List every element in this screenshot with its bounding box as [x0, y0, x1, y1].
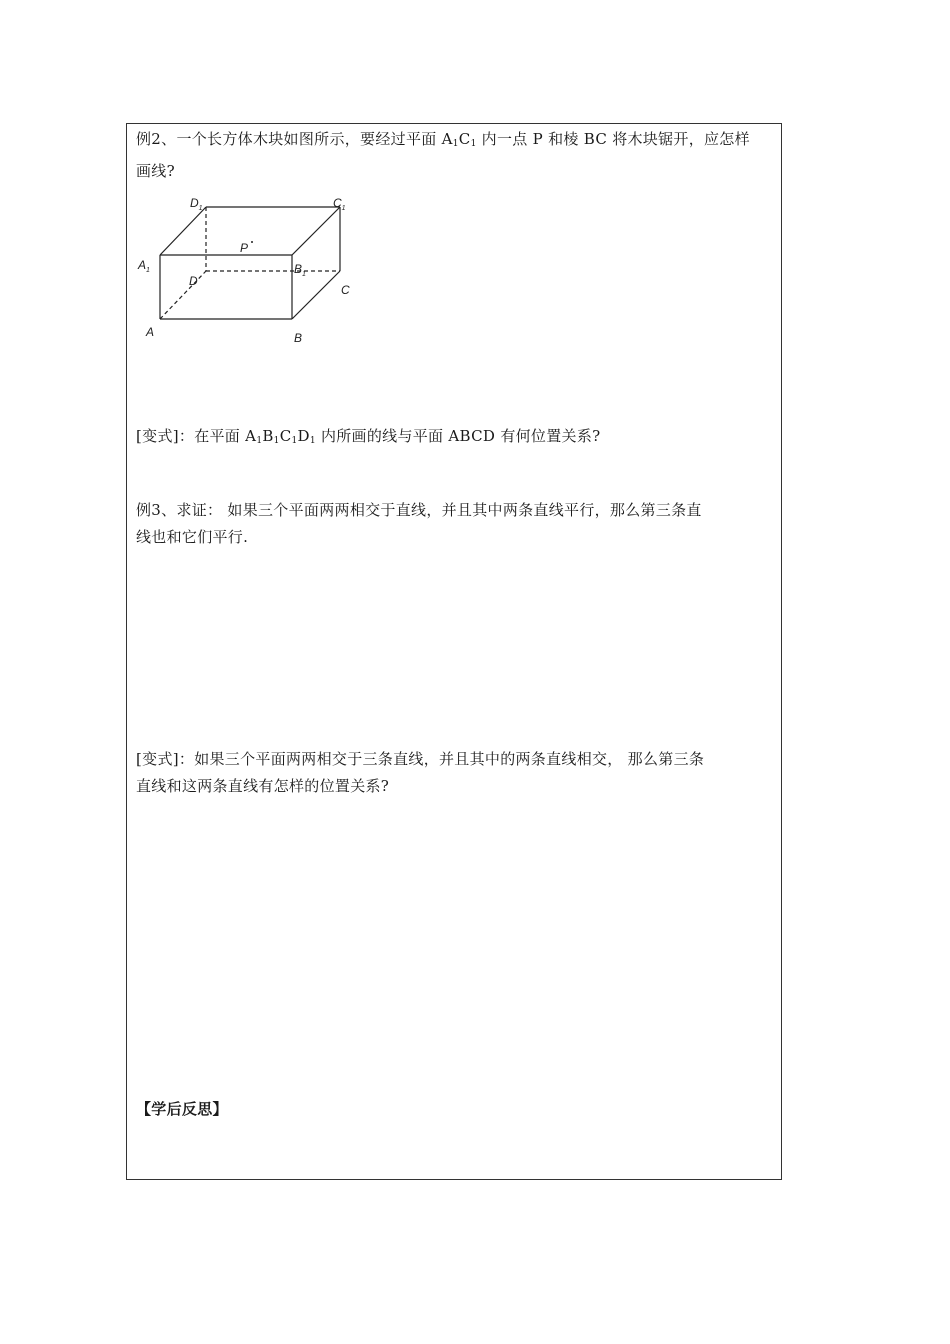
label-d: D — [189, 274, 198, 288]
label-a1: $A_1$ — [138, 258, 150, 274]
sub-a1: 1 — [452, 139, 459, 149]
label-c: C — [341, 283, 350, 297]
label-c1: $C_1$ — [333, 196, 346, 212]
example3-text — [136, 497, 776, 551]
label-p: P — [240, 241, 249, 255]
example2-text — [136, 126, 776, 185]
example2-line1-end: 内一点 P 和棱 BC 将木块锯开，应怎样 — [476, 130, 750, 148]
sub-c1: 1 — [470, 139, 477, 149]
label-b: B — [294, 331, 303, 345]
example3-line2: 线也和它们平行. — [136, 528, 249, 546]
example2-line2: 画线? — [136, 162, 175, 180]
cuboid-figure — [130, 185, 370, 355]
example2-line1-c: C — [458, 130, 471, 148]
edge-a-d-hidden — [160, 271, 206, 319]
label-b1: $B_1$ — [294, 262, 306, 278]
variant2-line1: [变式]：如果三个平面两两相交于三条直线，并且其中的两条直线相交， 那么第三条 — [136, 750, 705, 768]
variant1-text: [变式]：在平面 $A_1B_1C_1D_1$ 内所画的线与平面 ABCD 有何位置关系? — [136, 427, 601, 446]
label-a: A — [146, 325, 155, 339]
edge-b-c — [292, 271, 340, 319]
example3-line1: 例3、求证： 如果三个平面两两相交于直线，并且其中两条直线平行，那么第三条直 — [136, 501, 702, 519]
example2-line1-a: 例2、一个长方体木块如图所示，要经过平面 A — [136, 130, 453, 148]
variant2-line2: 直线和这两条直线有怎样的位置关系? — [136, 777, 390, 795]
reflection-title: 【学后反思】 — [136, 1100, 228, 1118]
variant2-text — [136, 746, 776, 800]
label-d1: $D_1$ — [190, 196, 203, 212]
point-p — [251, 241, 253, 243]
edge-b1-c1 — [292, 207, 340, 255]
edge-a1-d1 — [160, 207, 206, 255]
